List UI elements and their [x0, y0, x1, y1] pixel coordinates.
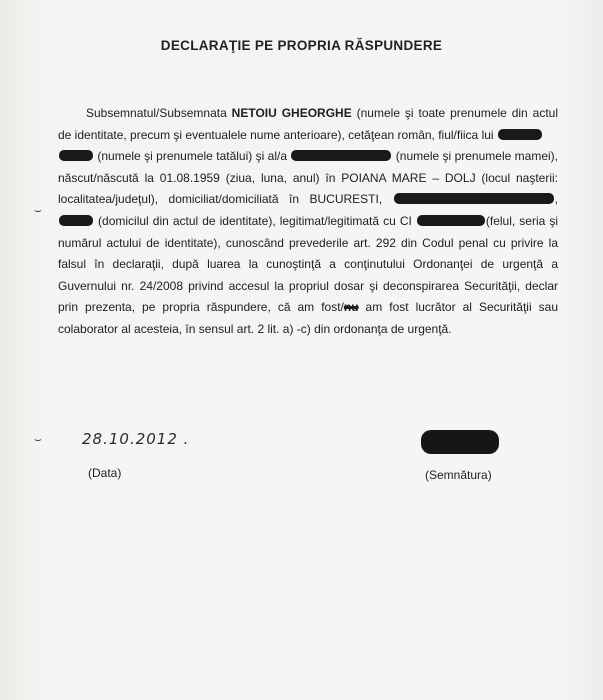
redaction-id-card: [417, 215, 485, 226]
text-segment-5: ,: [554, 192, 558, 207]
text-segment-7: (felul, seria şi numărul actului de identitate), cunoscând prevederile art. 292 din Codul penal cu privire la falsul în declaraţii, după luarea la cunoştinţă a conţinutului Ordonanţei de urgenţă a Guvernului nr. 24/2008 privind accesul la propriul dosar şi deconspirarea Securităţii, declar prin prezenta, pe propria răspundere, că am fost/: [58, 213, 559, 315]
document-title: DECLARAŢIE PE PROPRIA RĂSPUNDERE: [160, 38, 443, 53]
text-segment-6: (domicilul din actul de identitate), legitimat/legitimată cu CI: [94, 213, 416, 228]
redaction-address: [394, 193, 554, 204]
text-segment-4: (numele şi prenumele mamei), născut/născută la 01.08.1959 (ziua, luna, anul) în POIANA MARE – DOLJ (locul naşterii: localitatea/judeţul), domiciliat/domiciliată în BUCURESTI,: [58, 149, 558, 207]
text-segment-8: am fost lucrător al Securităţii sau colaborator al acesteia, în sensul art. 2 lit. a) -c) din ordonanţa de urgenţă.: [58, 300, 558, 336]
redaction-address-2: [59, 215, 93, 226]
redaction-father-name-2: [59, 150, 93, 161]
text-subsemnatul: Subsemnatul/Subsemnata: [86, 106, 232, 120]
date-label: (Data): [88, 466, 122, 480]
margin-mark: ⌣: [34, 203, 42, 217]
struck-nu: nu: [343, 300, 359, 315]
redacted-signature: [421, 430, 499, 454]
text-segment-2: (numele şi toate prenumele din actul de identitate, precum şi eventualele nume anterioare), cetăţean român, fiul/fiica lui: [58, 106, 558, 142]
declaration-body: [58, 103, 558, 341]
handwritten-date: 28.10.2012 .: [82, 430, 190, 448]
signature-label: (Semnătura): [425, 468, 492, 482]
declarant-name: NETOIU GHEORGHE: [231, 106, 352, 120]
redaction-mother-name: [291, 150, 391, 161]
declaration-paragraph: [58, 103, 558, 341]
text-segment-3: (numele şi prenumele tatălui) şi al/a: [94, 149, 291, 164]
redaction-father-name: [498, 129, 542, 140]
margin-mark: ⌣: [34, 432, 42, 446]
